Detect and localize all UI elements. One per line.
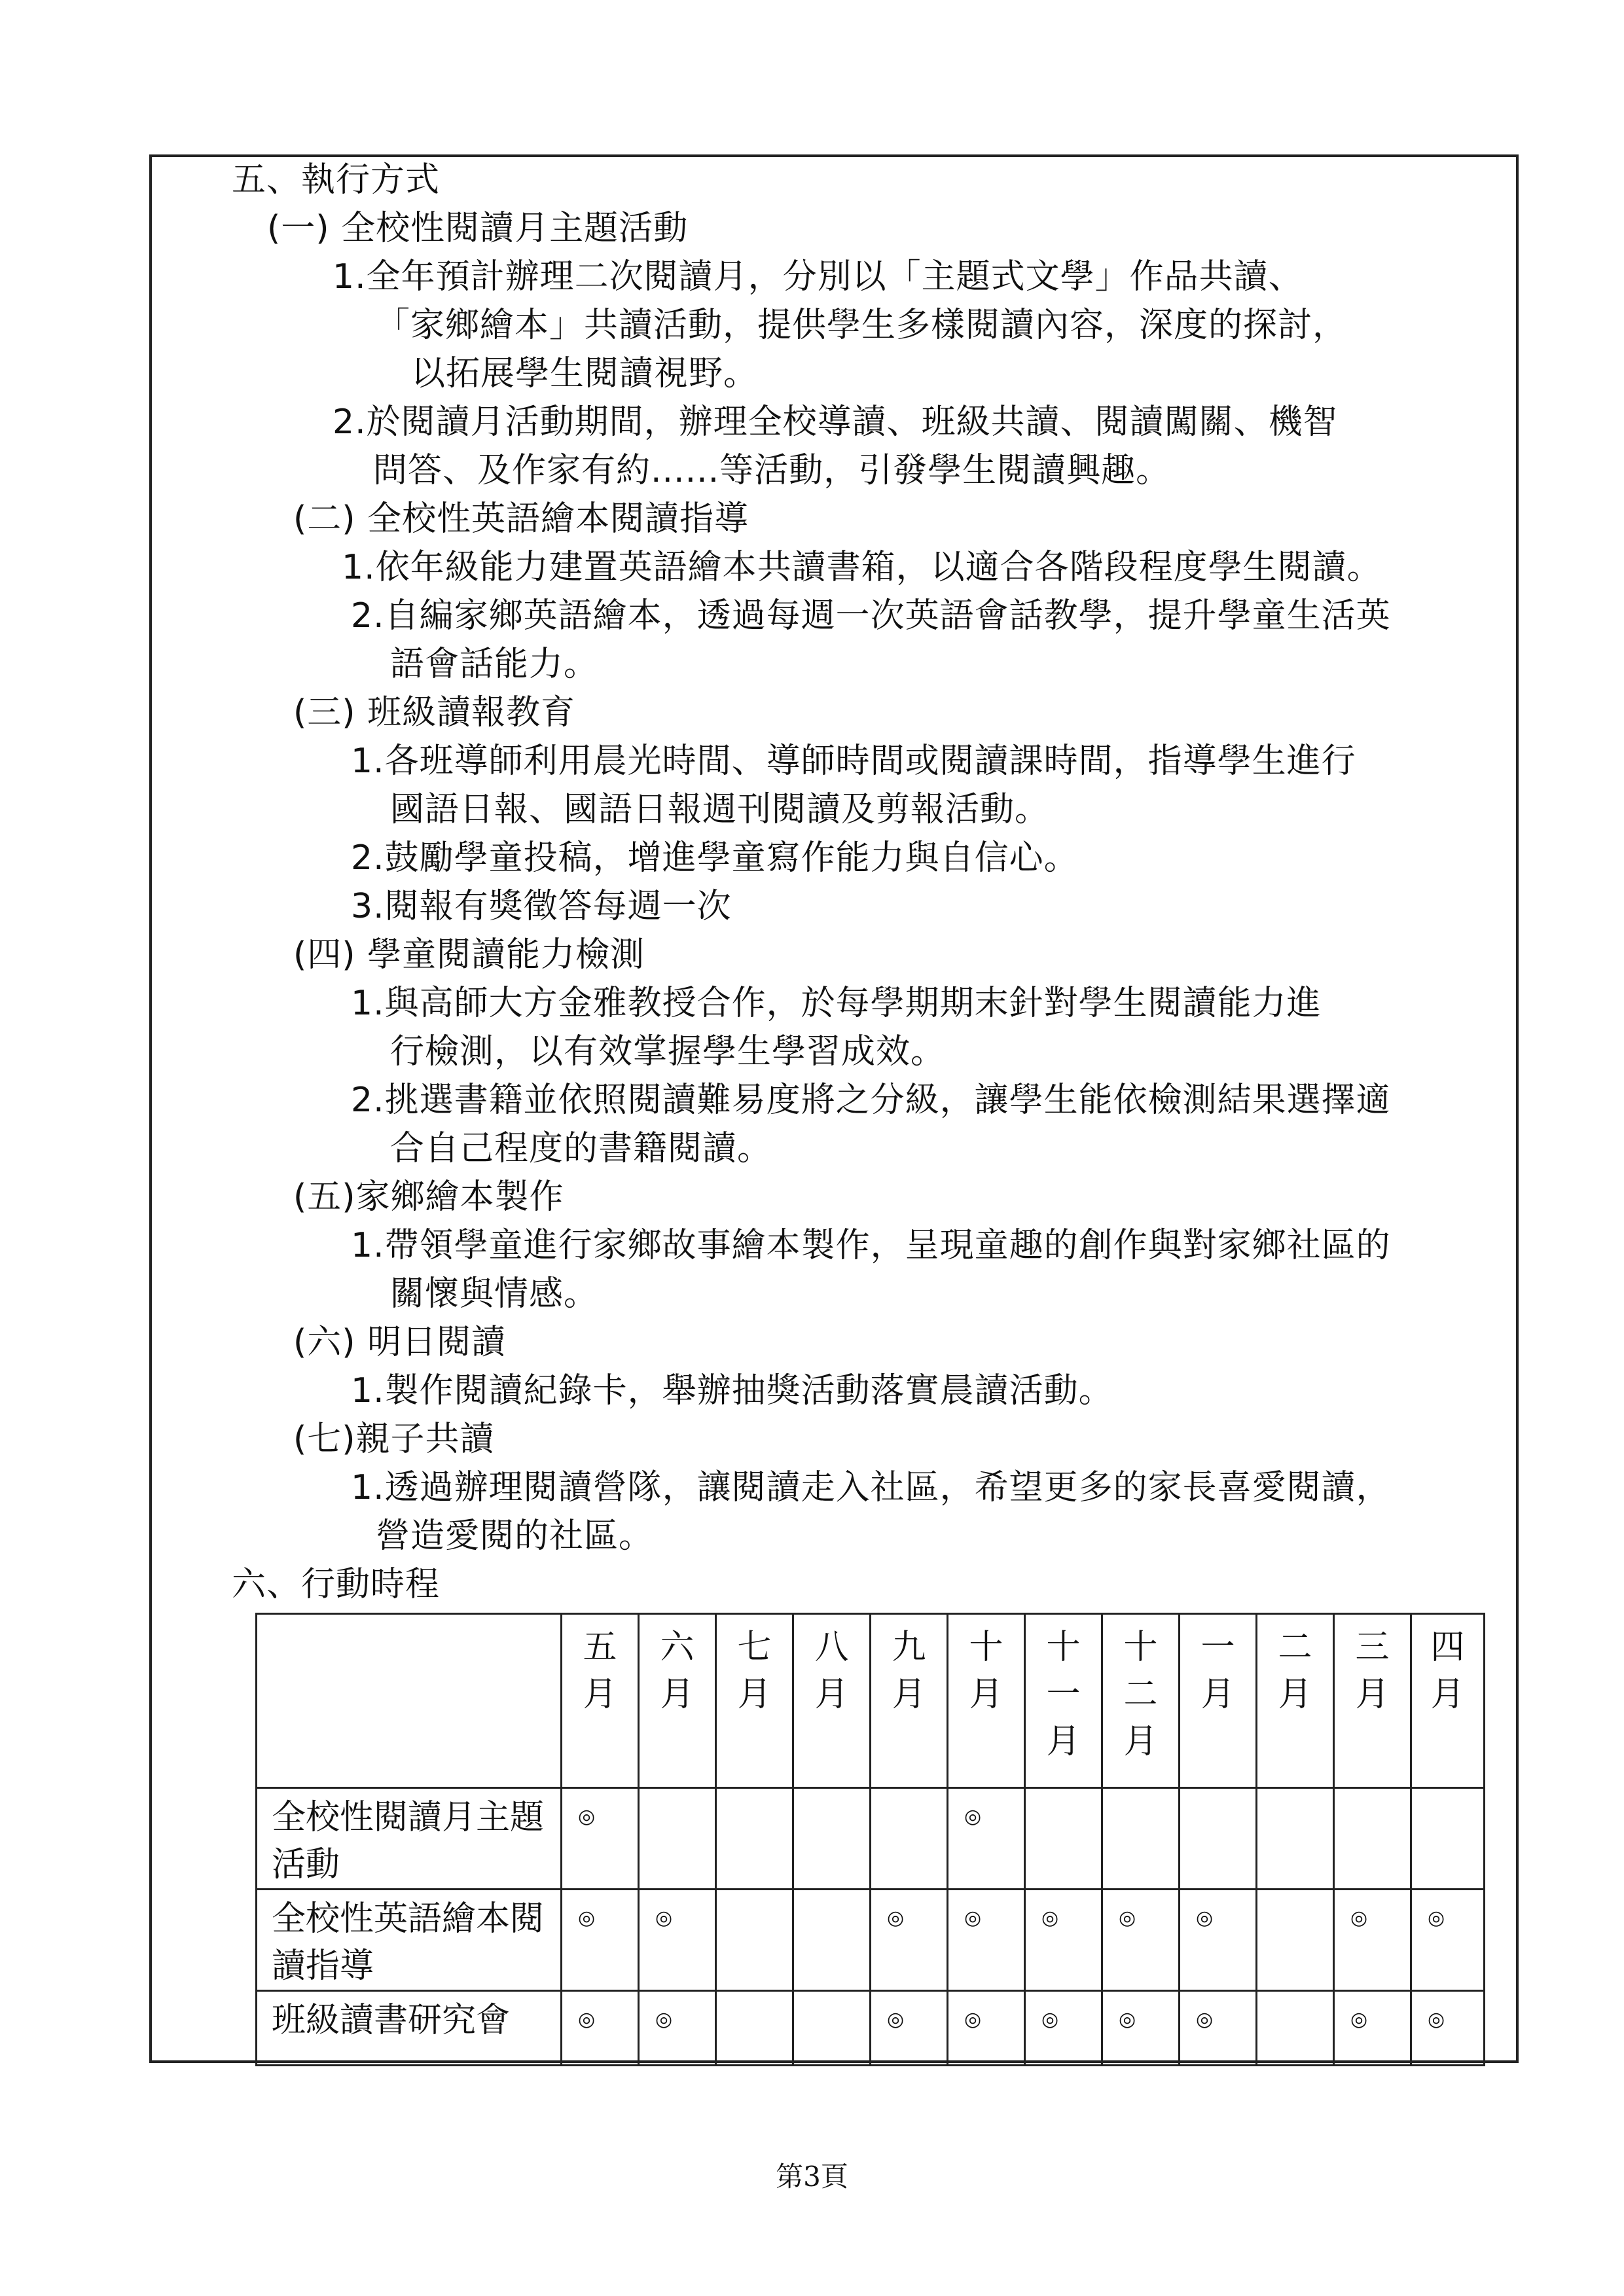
header-corner-cell — [257, 1614, 562, 1788]
schedule-mark — [1102, 1788, 1180, 1890]
schedule-mark — [1257, 1890, 1334, 1991]
item-1-2-line-2: 問答、及作家有約......等活動，引發學生閱讀興趣。 — [373, 451, 1171, 490]
schedule-mark: ◎ — [948, 1890, 1025, 1991]
month-header-cell: 九月 — [871, 1614, 948, 1788]
schedule-mark: ◎ — [871, 1991, 948, 2066]
section-5-heading: 五、執行方式 — [232, 160, 441, 200]
month-header-cell: 十一月 — [1025, 1614, 1102, 1788]
schedule-mark — [1411, 1788, 1485, 1890]
schedule-mark — [1257, 1991, 1334, 2066]
month-header-cell: 五月 — [562, 1614, 639, 1788]
schedule-mark: ◎ — [1180, 1991, 1257, 2066]
item-2-1-line-1: 1.依年級能力建置英語繪本共讀書箱，以適合各階段程度學生閱讀。 — [342, 548, 1382, 587]
item-6-heading: (六) 明日閱讀 — [293, 1323, 507, 1362]
schedule-mark: ◎ — [562, 1788, 639, 1890]
schedule-mark: ◎ — [639, 1890, 716, 1991]
section-6-heading: 六、行動時程 — [232, 1565, 441, 1604]
month-header-cell: 六月 — [639, 1614, 716, 1788]
schedule-row — [257, 1991, 1485, 2066]
schedule-mark: ◎ — [871, 1890, 948, 1991]
item-7-heading: (七)親子共讀 — [293, 1420, 495, 1459]
item-2-2-line-2: 語會話能力。 — [390, 645, 599, 684]
schedule-mark — [871, 1788, 948, 1890]
item-5-1-line-1: 1.帶領學童進行家鄉故事繪本製作，呈現童趣的創作與對家鄉社區的 — [351, 1226, 1391, 1265]
schedule-mark: ◎ — [1180, 1890, 1257, 1991]
month-header-cell: 八月 — [793, 1614, 871, 1788]
item-3-heading: (三) 班級讀報教育 — [293, 693, 576, 732]
schedule-mark: ◎ — [639, 1991, 716, 2066]
item-1-1-line-3: 以拓展學生閱讀視野。 — [411, 354, 759, 393]
page-number: 第3頁 — [776, 2161, 848, 2193]
schedule-mark: ◎ — [1025, 1890, 1102, 1991]
schedule-mark — [716, 1991, 793, 2066]
row-label: 全校性閱讀月主題活動 — [257, 1788, 562, 1890]
schedule-mark — [716, 1890, 793, 1991]
schedule-mark: ◎ — [1334, 1890, 1411, 1991]
schedule-mark — [1025, 1788, 1102, 1890]
schedule-mark — [793, 1788, 871, 1890]
row-label: 全校性英語繪本閱讀指導 — [257, 1890, 562, 1991]
item-5-1-line-2: 關懷與情感。 — [390, 1274, 599, 1314]
item-7-1-line-1: 1.透過辦理閱讀營隊，讓閱讀走入社區，希望更多的家長喜愛閱讀， — [351, 1468, 1391, 1507]
schedule-mark: ◎ — [948, 1991, 1025, 2066]
item-2-2-line-1: 2.自編家鄉英語繪本，透過每週一次英語會話教學，提升學童生活英 — [351, 596, 1391, 636]
month-header-cell: 二月 — [1257, 1614, 1334, 1788]
item-3-3-line-1: 3.閱報有獎徵答每週一次 — [351, 887, 732, 926]
schedule-row — [257, 1788, 1485, 1890]
item-1-1-line-2: 「家鄉繪本」共讀活動，提供學生多樣閱讀內容，深度的探討， — [376, 306, 1348, 345]
schedule-mark: ◎ — [1102, 1991, 1180, 2066]
item-2-heading: (二) 全校性英語繪本閱讀指導 — [293, 499, 749, 539]
item-3-1-line-1: 1.各班導師利用晨光時間、導師時間或閱讀課時間，指導學生進行 — [351, 742, 1356, 781]
item-4-2-line-1: 2.挑選書籍並依照閱讀難易度將之分級，讓學生能依檢測結果選擇適 — [351, 1081, 1391, 1120]
schedule-mark: ◎ — [562, 1991, 639, 2066]
item-7-1-line-2: 營造愛閱的社區。 — [376, 1516, 654, 1556]
row-label: 班級讀書研究會 — [257, 1991, 562, 2066]
schedule-header-row — [257, 1614, 1485, 1788]
schedule-mark: ◎ — [1411, 1991, 1485, 2066]
month-header-cell: 三月 — [1334, 1614, 1411, 1788]
item-3-2-line-1: 2.鼓勵學童投稿，增進學童寫作能力與自信心。 — [351, 838, 1079, 878]
item-5-heading: (五)家鄉繪本製作 — [293, 1177, 564, 1217]
schedule-mark: ◎ — [1025, 1991, 1102, 2066]
schedule-mark — [793, 1991, 871, 2066]
item-4-1-line-2: 行檢測，以有效掌握學生學習成效。 — [390, 1032, 946, 1071]
schedule-mark: ◎ — [1411, 1890, 1485, 1991]
item-4-1-line-1: 1.與高師大方金雅教授合作，於每學期期末針對學生閱讀能力進 — [351, 984, 1322, 1023]
schedule-mark — [639, 1788, 716, 1890]
item-4-2-line-2: 合自己程度的書籍閱讀。 — [390, 1129, 772, 1168]
schedule-mark: ◎ — [1102, 1890, 1180, 1991]
item-1-1-line-1: 1.全年預計辦理二次閱讀月，分別以「主題式文學」作品共讀、 — [333, 257, 1303, 296]
schedule-row — [257, 1890, 1485, 1991]
schedule-mark: ◎ — [562, 1890, 639, 1991]
month-header-cell: 十月 — [948, 1614, 1025, 1788]
schedule-table — [255, 1613, 1485, 2066]
item-4-heading: (四) 學童閱讀能力檢測 — [293, 935, 645, 975]
month-header-cell: 十二月 — [1102, 1614, 1180, 1788]
schedule-mark: ◎ — [948, 1788, 1025, 1890]
item-6-1-line-1: 1.製作閱讀紀錄卡，舉辦抽獎活動落實晨讀活動。 — [351, 1371, 1113, 1410]
schedule-mark — [793, 1890, 871, 1991]
schedule-mark: ◎ — [1334, 1991, 1411, 2066]
schedule-mark — [716, 1788, 793, 1890]
schedule-mark — [1257, 1788, 1334, 1890]
schedule-mark — [1180, 1788, 1257, 1890]
month-header-cell: 一月 — [1180, 1614, 1257, 1788]
item-1-2-line-1: 2.於閱讀月活動期間，辦理全校導讀、班級共讀、閱讀闖關、機智 — [333, 403, 1338, 442]
month-header-cell: 七月 — [716, 1614, 793, 1788]
item-1-heading: (一) 全校性閱讀月主題活動 — [267, 209, 689, 248]
item-3-1-line-2: 國語日報、國語日報週刊閱讀及剪報活動。 — [390, 790, 1050, 829]
month-header-cell: 四月 — [1411, 1614, 1485, 1788]
schedule-mark — [1334, 1788, 1411, 1890]
